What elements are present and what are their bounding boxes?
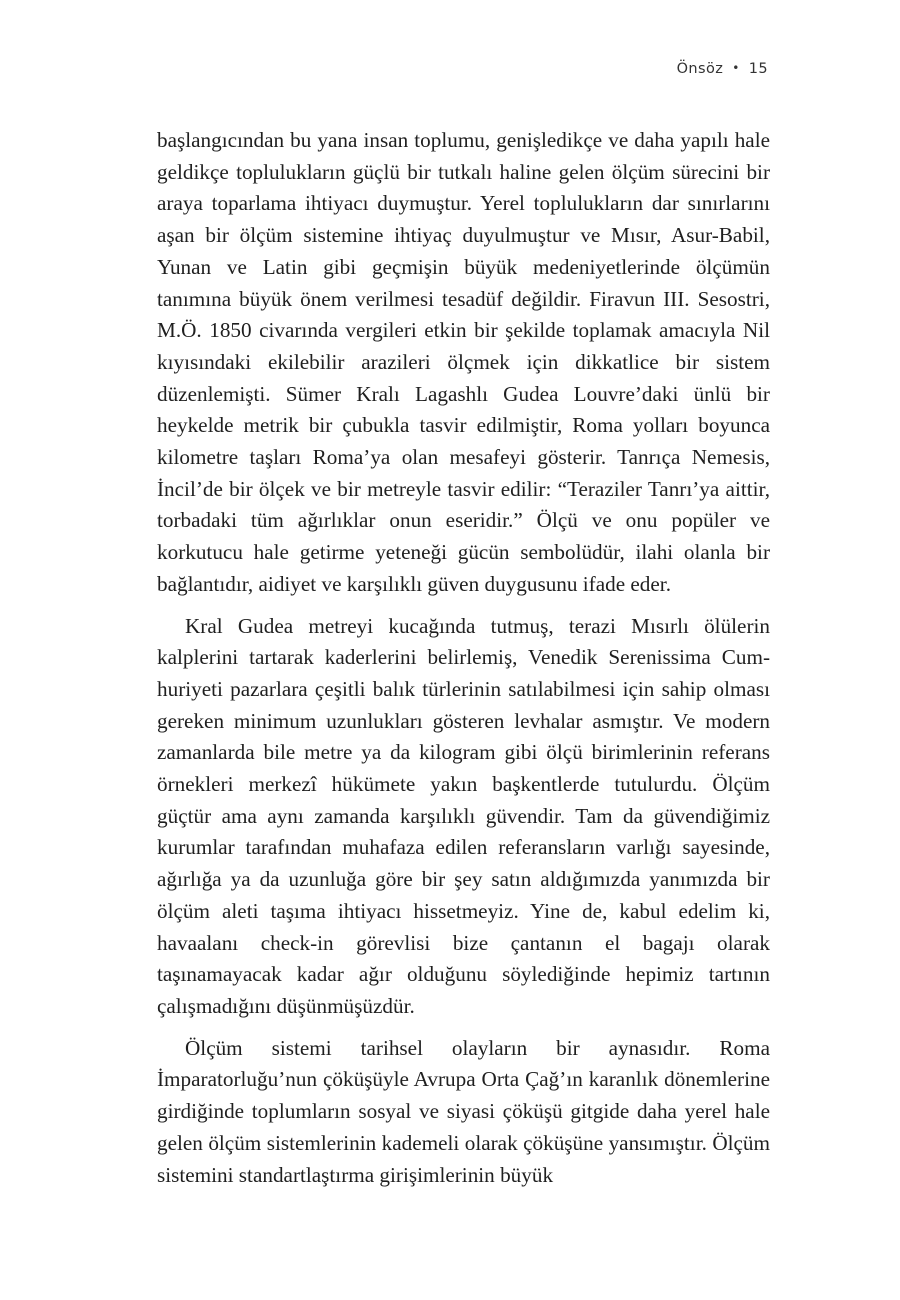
- header-section-title: Önsöz: [676, 61, 724, 77]
- body-text: [157, 125, 770, 1191]
- paragraph-continued: başlangıcından bu yana insan toplumu, genişledikçe ve daha yapılı hale geldikçe toplulukların güçlü bir tutkalı haline gelen ölçüm sürecini bir araya toparlama ihtiyacı duymuştur. Yerel toplulukların dar sınırlarını aşan bir ölçüm sistemine ihtiyaç duyulmuştur ve Mısır, Asur-Babil, Yunan ve Latin gibi geçmişin büyük medeniyetlerinde ölçümün tanımına büyük önem verilmesi tesadüf değildir. Firavun III. Sesostri, M.Ö. 1850 civarında vergileri etkin bir şekilde toplamak amacıyla Nil kıyısındaki ekilebilir arazileri ölçmek için dikkatlice bir sistem düzenlemişti. Sümer Kralı Lagashlı Gudea Louvre’daki ünlü bir heykelde metrik bir çubukla tasvir edilmiştir, Roma yolları boyunca kilometre taşları Roma’ya olan mesafeyi gösterir. Tanrıça Nemesis, İncil’de bir ölçek ve bir metreyle tasvir edilir: “Teraziler Tanrı’ya aittir, torbadaki tüm ağırlıklar onun eseridir.” Ölçü ve onu popüler ve korkutucu hale getirme yeteneği gücün sembolüdür, ilahi olanla bir bağlantıdır, aidiyet ve karşılıklı güven duygusunu ifade eder.: [157, 128, 770, 596]
- paragraph-king-gudea: Kral Gudea metreyi kucağında tutmuş, terazi Mısırlı ölülerin kalplerini tartarak kaderlerini belirlemiş, Venedik Serenissima Cumhuriyeti pazarlara çeşitli balık türlerinin satılabilmesi için sahip olması gereken minimum uzunlukları gösteren levhalar asmıştır. Ve modern zamanlarda bile metre ya da kilogram gibi ölçü birimlerinin referans örnekleri merkezî hükümete yakın başkentlerde tutulurdu. Ölçüm güçtür ama aynı zamanda karşılıklı güvendir. Tam da güvendiğimiz kurumlar tarafından muhafaza edilen referansların varlığı sayesinde, ağırlığa ya da uzunluğa göre bir şey satın aldığımızda yanımızda bir ölçüm aleti taşıma ihtiyacı hissetmeyiz. Yine de, kabul edelim ki, havaalanı check-in görevlisi bize çantanın el bagajı olarak taşınamayacak kadar ağır olduğunu söylediğinde hepimiz tartının çalışmadığını düşünmüşüzdür.: [157, 613, 770, 1018]
- page-number: 15: [748, 61, 768, 77]
- header-bullet-separator: •: [732, 61, 740, 75]
- paragraph-measurement-system: Ölçüm sistemi tarihsel olayların bir aynasıdır. Roma İmparatorluğu’nun çöküşüyle Avrupa Orta Çağ’ın karanlık dönemlerine girdiğinde toplumların sosyal ve siyasi çöküşü gitgide daha yerel hale gelen ölçüm sistemlerinin kademeli olarak çöküşüne yansımıştır. Ölçüm sistemini standartlaştırma girişimlerinin büyük: [157, 1035, 770, 1187]
- running-header: [677, 61, 768, 77]
